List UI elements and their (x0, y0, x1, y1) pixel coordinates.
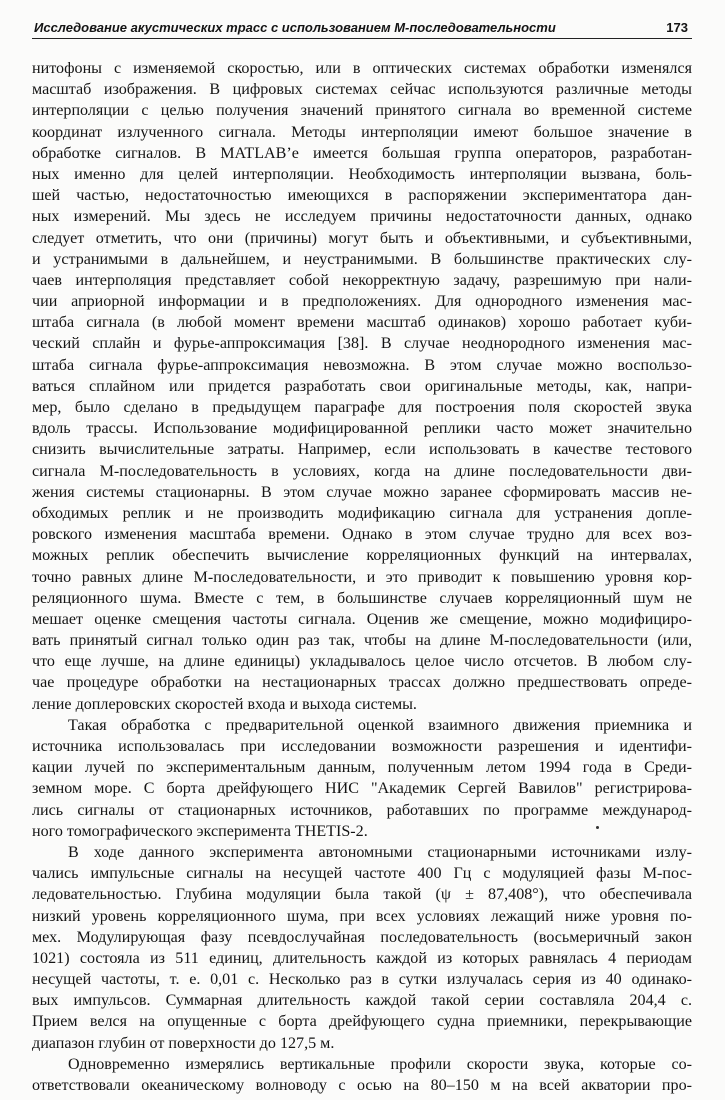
text-line: Одновременно измерялись вертикальные профили скорости звука, которые со- (68, 1055, 692, 1073)
text-line: 1021) состояла из 511 единиц, длительность каждой из которых равнялась 4 периодам (32, 949, 692, 967)
page-number: 173 (666, 20, 688, 35)
text-line: ровского изменения масштаба времени. Однако в этом случае трудно для всех воз- (32, 526, 692, 544)
paragraph (32, 58, 692, 715)
text-line: жения системы стационарны. В этом случае можно заранее сформировать массив не- (32, 483, 692, 501)
text-line: масштаб изображения. В цифровых системах сейчас используются различные методы (32, 81, 692, 99)
text-line: Такая обработка с предварительной оценкой взаимного движения приемника и (68, 716, 692, 734)
text-line: обходимых реплик и не производить модификацию сигнала для устранения допле- (32, 504, 692, 522)
text-line: ление доплеровских скоростей входа и выхода системы. (32, 695, 417, 713)
paragraph (32, 1054, 692, 1096)
body-text (32, 58, 692, 1096)
text-line: координат излученного сигнала. Методы интерполяции имеют большое значение в (32, 123, 692, 141)
running-header (32, 20, 692, 39)
text-line: несущей частоты, т. е. 0,01 с. Несколько раз в сутки излучалась серия из 40 одинако- (32, 971, 692, 989)
text-line: шей частью, недостаточностью имеющихся в распоряжении экспериментатора дан- (32, 187, 692, 205)
text-line: вать принятый сигнал только один раз так, чтобы на длине М-последовательности (или, (32, 632, 692, 650)
text-line: диапазон глубин от поверхности до 127,5 м. (32, 1034, 335, 1052)
running-header-title: Исследование акустических трасс с использованием М-последовательности (34, 20, 556, 35)
text-line: вдоль трассы. Использование модифицированной реплики часто может значительно (32, 420, 692, 438)
paragraph (32, 842, 692, 1054)
text-line: ных именно для целей интерполяции. Необходимость интерполяции вызвана, боль- (32, 165, 692, 183)
text-line: чии априорной информации и в предположениях. Для однородного изменения мас- (32, 293, 692, 311)
text-line: мер, было сделано в предыдущем параграфе для построения поля скоростей звука (32, 399, 692, 416)
text-line: ного томографического эксперимента THETIS-2. (32, 822, 368, 840)
text-line: ческий сплайн и фурье-аппроксимация [38]. В случае неоднородного изменения мас- (32, 335, 692, 353)
text-line: что еще лучше, на длине единицы) укладывалось целое число отсчетов. В любом слу- (32, 653, 692, 671)
text-line: вых импульсов. Суммарная длительность каждой такой серии составляла 204,4 с. (32, 992, 692, 1010)
text-line: чаев интерполяция представляет собой некорректную задачу, разрешимую при нали- (32, 271, 692, 289)
text-line: мешает оценке смещения частоты сигнала. Оценив же смещение, можно модифициро- (32, 610, 692, 628)
text-line: ответствовали океаническому волноводу с осью на 80–150 м на всей акватории про- (32, 1077, 692, 1094)
text-line: лись сигналы от стационарных источников, работавших по программе международ- (32, 801, 692, 819)
text-line: кации лучей по экспериментальным данным, полученным летом 1994 года в Среди- (32, 759, 692, 777)
text-line: следует отметить, что они (причины) могут быть и объективными, и субъективными, (32, 229, 692, 247)
paragraph (32, 715, 692, 842)
text-line: снизить вычислительные затраты. Например, если использовать в качестве тестового (32, 441, 692, 459)
text-line: ваться сплайном или придется разработать свои оригинальные методы, как, напри- (32, 377, 692, 395)
text-line: точно равных длине М-последовательности, и это приводит к повышению уровня кор- (32, 568, 692, 586)
text-line: нитофоны с изменяемой скоростью, или в оптических системах обработки изменялся (32, 60, 692, 77)
text-line: интерполяции с целью получения значений принятого сигнала во временной системе (32, 102, 692, 120)
text-line: мех. Модулирующая фазу псевдослучайная последовательность (восьмеричный закон (32, 928, 692, 946)
text-line: сигнала М-последовательность в условиях, когда на длине последовательности дви- (32, 462, 692, 480)
text-line: земном море. С борта дрейфующего НИС "Академик Сергей Вавилов" регистрирова- (32, 780, 692, 798)
text-line: источника использовалась при исследовании возможности разрешения и идентифи- (32, 738, 692, 755)
text-line: реляционного шума. Вместе с тем, в большинстве случаев корреляционный шум не (32, 589, 692, 607)
text-line: штаба сигнала фурье-аппроксимация невозможна. В этом случае можно воспользо- (32, 356, 692, 374)
text-line: ледовательностью. Глубина модуляции была такой (ψ ± 87,408°), что обеспечивала (32, 886, 692, 904)
text-line: В ходе данного эксперимента автономными стационарными источниками излу- (68, 843, 692, 861)
text-line: чались импульсные сигналы на несущей частоте 400 Гц с модуляцией фазы М-пос- (32, 865, 692, 883)
text-line: Прием велся на опущенные с борта дрейфующего судна приемники, перекрывающие (32, 1013, 692, 1031)
text-line: штаба сигнала (в любой момент времени масштаб одинаков) хорошо работает куби- (32, 314, 692, 332)
text-line: чае процедуре обработки на нестационарных трассах должно предшествовать опреде- (32, 674, 692, 692)
text-line: низкий уровень корреляционного шума, при всех условиях лежащий ниже уровня по- (32, 907, 692, 925)
text-line: ных измерений. Мы здесь не исследуем причины недостаточности данных, однако (32, 208, 692, 226)
text-line: обработке сигналов. В MATLAB’е имеется большая группа операторов, разработан- (32, 144, 692, 162)
text-line: и устранимыми в дальнейшем, и неустранимыми. В большинстве практических слу- (32, 250, 692, 268)
print-speck (596, 826, 599, 829)
text-line: можных реплик обеспечить вычисление корреляционных функций на интервалах, (32, 547, 692, 565)
